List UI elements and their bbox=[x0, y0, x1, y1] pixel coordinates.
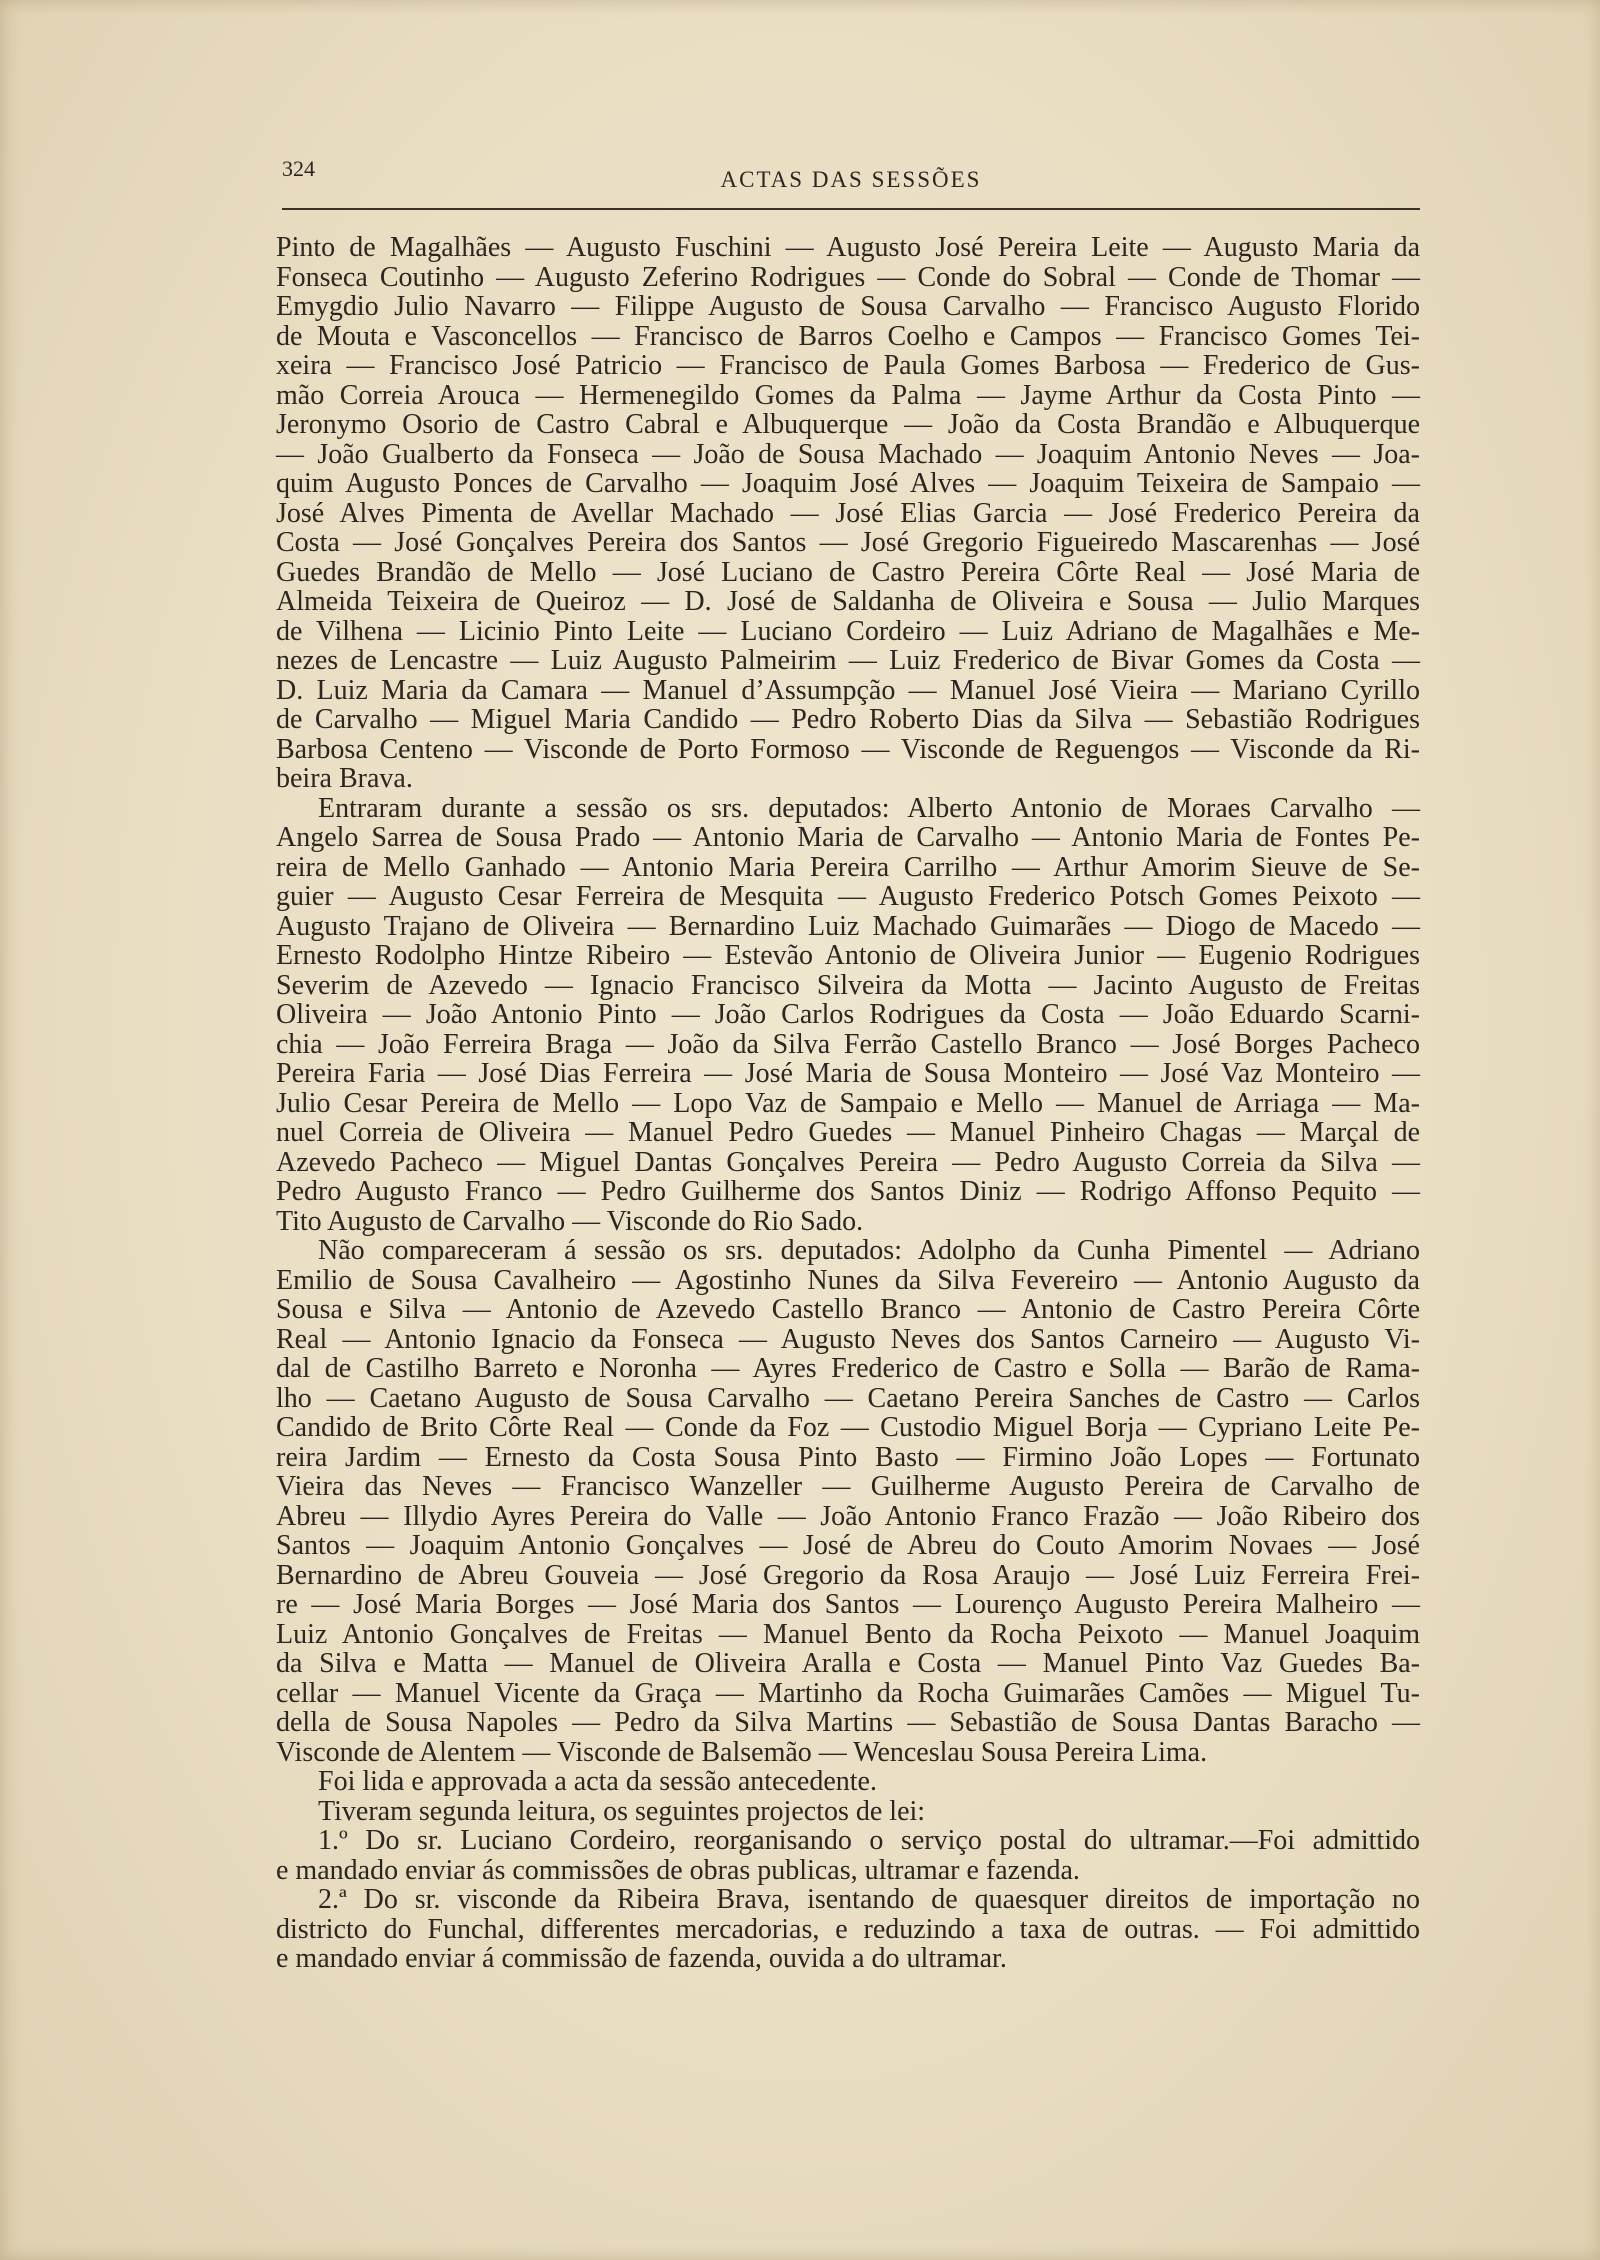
text-line: Candido de Brito Côrte Real — Conde da Foz — Custodio Miguel Borja — Cypriano Leite Pe- bbox=[276, 1412, 1420, 1443]
text-line: de Mouta e Vasconcellos — Francisco de Barros Coelho e Campos — Francisco Gomes Tei- bbox=[276, 320, 1420, 352]
paragraph bbox=[276, 233, 1420, 794]
text-line: Foi lida e approvada a acta da sessão antecedente. bbox=[318, 1766, 877, 1797]
text-line: Luiz Antonio Gonçalves de Freitas — Manuel Bento da Rocha Peixoto — Manuel Joaquim bbox=[276, 1618, 1420, 1650]
text-line: Abreu — Illydio Ayres Pereira do Valle — João Antonio Franco Frazão — João Ribeiro dos bbox=[276, 1500, 1420, 1532]
text-line: Entraram durante a sessão os srs. deputados: Alberto Antonio de Moraes Carvalho — bbox=[318, 792, 1420, 824]
paragraph bbox=[276, 1826, 1420, 1885]
text-line: Julio Cesar Pereira de Mello — Lopo Vaz de Sampaio e Mello — Manuel de Arriaga — Ma- bbox=[276, 1087, 1420, 1119]
text-line: José Alves Pimenta de Avellar Machado — José Elias Garcia — José Frederico Pereira da bbox=[276, 497, 1420, 529]
text-line: Pinto de Magalhães — Augusto Fuschini — Augusto José Pereira Leite — Augusto Maria da bbox=[276, 232, 1420, 263]
text-line: de Vilhena — Licinio Pinto Leite — Luciano Cordeiro — Luiz Adriano de Magalhães e Me- bbox=[276, 615, 1420, 647]
text-line: cellar — Manuel Vicente da Graça — Martinho da Rocha Guimarães Camões — Miguel Tu- bbox=[276, 1677, 1420, 1709]
text-line: Emygdio Julio Navarro — Filippe Augusto de Sousa Carvalho — Francisco Augusto Florido bbox=[276, 291, 1420, 322]
text-line: Vieira das Neves — Francisco Wanzeller — Guilherme Augusto Pereira de Carvalho de bbox=[276, 1471, 1420, 1502]
text-line: della de Sousa Napoles — Pedro da Silva Martins — Sebastião de Sousa Dantas Baracho — bbox=[276, 1707, 1420, 1738]
text-line: — João Gualberto da Fonseca — João de Sousa Machado — Joaquim Antonio Neves — Joa- bbox=[276, 438, 1420, 470]
header-rule bbox=[282, 208, 1420, 210]
text-line: Bernardino de Abreu Gouveia — José Gregorio da Rosa Araujo — José Luiz Ferreira Frei- bbox=[276, 1559, 1420, 1591]
page-number: 324 bbox=[282, 156, 315, 181]
text-line: nuel Correia de Oliveira — Manuel Pedro Guedes — Manuel Pinheiro Chagas — Marçal de bbox=[276, 1117, 1420, 1148]
text-line: Jeronymo Osorio de Castro Cabral e Albuquerque — João da Costa Brandão e Albuquerque bbox=[276, 409, 1420, 440]
text-line: Barbosa Centeno — Visconde de Porto Formoso — Visconde de Reguengos — Visconde da Ri- bbox=[276, 733, 1420, 765]
text-line: Santos — Joaquim Antonio Gonçalves — José de Abreu do Couto Amorim Novaes — José bbox=[276, 1530, 1420, 1561]
text-line: da Silva e Matta — Manuel de Oliveira Aralla e Costa — Manuel Pinto Vaz Guedes Ba- bbox=[276, 1648, 1420, 1679]
text-line: chia — João Ferreira Braga — João da Silva Ferrão Castello Branco — José Borges Pacheco bbox=[276, 1028, 1420, 1060]
text-line: Almeida Teixeira de Queiroz — D. José de Saldanha de Oliveira e Sousa — Julio Marques bbox=[276, 586, 1420, 617]
text-line: lho — Caetano Augusto de Sousa Carvalho — Caetano Pereira Sanches de Castro — Carlos bbox=[276, 1382, 1420, 1414]
paragraph bbox=[276, 1797, 1420, 1827]
text-line: nezes de Lencastre — Luiz Augusto Palmeirim — Luiz Frederico de Bivar Gomes da Costa — bbox=[276, 645, 1420, 676]
text-line: Tito Augusto de Carvalho — Visconde do Rio Sado. bbox=[276, 1205, 864, 1237]
body-text bbox=[276, 233, 1420, 1974]
text-line: Fonseca Coutinho — Augusto Zeferino Rodrigues — Conde do Sobral — Conde de Thomar — bbox=[276, 261, 1420, 293]
text-line: guier — Augusto Cesar Ferreira de Mesquita — Augusto Frederico Potsch Gomes Peixoto — bbox=[276, 881, 1420, 912]
text-line: Ernesto Rodolpho Hintze Ribeiro — Estevão Antonio de Oliveira Junior — Eugenio Rodrigues bbox=[276, 940, 1420, 971]
text-line: Tiveram segunda leitura, os seguintes projectos de lei: bbox=[318, 1795, 926, 1827]
text-line: Não compareceram á sessão os srs. deputados: Adolpho da Cunha Pimentel — Adriano bbox=[318, 1235, 1420, 1266]
text-line: e mandado enviar á commissão de fazenda, ouvida a do ultramar. bbox=[276, 1943, 1007, 1974]
running-title: ACTAS DAS SESSÕES bbox=[720, 167, 982, 192]
text-line: Angelo Sarrea de Sousa Prado — Antonio Maria de Carvalho — Antonio Maria de Fontes Pe- bbox=[276, 822, 1420, 853]
text-line: Guedes Brandão de Mello — José Luciano de Castro Pereira Côrte Real — José Maria de bbox=[276, 556, 1420, 588]
text-line: Pedro Augusto Franco — Pedro Guilherme dos Santos Diniz — Rodrigo Affonso Pequito — bbox=[276, 1176, 1420, 1207]
text-line: quim Augusto Ponces de Carvalho — Joaquim José Alves — Joaquim Teixeira de Sampaio — bbox=[276, 468, 1420, 499]
text-line: 2.ª Do sr. visconde da Ribeira Brava, isentando de quaesquer direitos de importação no bbox=[318, 1884, 1420, 1915]
text-line: beira Brava. bbox=[276, 763, 413, 794]
paragraph bbox=[276, 1767, 1420, 1797]
paragraph bbox=[276, 1236, 1420, 1767]
text-line: reira Jardim — Ernesto da Costa Sousa Pinto Basto — Firmino João Lopes — Fortunato bbox=[276, 1441, 1420, 1473]
text-line: xeira — Francisco José Patricio — Francisco de Paula Gomes Barbosa — Frederico de Gus- bbox=[276, 350, 1420, 381]
text-line: districto do Funchal, differentes mercadorias, e reduzindo a taxa de outras. — Foi admittido bbox=[276, 1913, 1420, 1945]
text-line: Severim de Azevedo — Ignacio Francisco Silveira da Motta — Jacinto Augusto de Freitas bbox=[276, 969, 1420, 1001]
text-line: Azevedo Pacheco — Miguel Dantas Gonçalves Pereira — Pedro Augusto Correia da Silva — bbox=[276, 1146, 1420, 1178]
text-line: de Carvalho — Miguel Maria Candido — Pedro Roberto Dias da Silva — Sebastião Rodrigues bbox=[276, 704, 1420, 735]
text-line: Emilio de Sousa Cavalheiro — Agostinho Nunes da Silva Fevereiro — Antonio Augusto da bbox=[276, 1264, 1420, 1296]
text-line: Real — Antonio Ignacio da Fonseca — Augusto Neves dos Santos Carneiro — Augusto Vi- bbox=[276, 1323, 1420, 1355]
text-line: Sousa e Silva — Antonio de Azevedo Castello Branco — Antonio de Castro Pereira Côrte bbox=[276, 1294, 1420, 1325]
text-line: e mandado enviar ás commissões de obras publicas, ultramar e fazenda. bbox=[276, 1854, 1080, 1886]
text-line: reira de Mello Ganhado — Antonio Maria Pereira Carrilho — Arthur Amorim Sieuve de Se- bbox=[276, 851, 1420, 883]
text-line: Costa — José Gonçalves Pereira dos Santos — José Gregorio Figueiredo Mascarenhas — José bbox=[276, 527, 1420, 558]
text-line: Pereira Faria — José Dias Ferreira — José Maria de Sousa Monteiro — José Vaz Monteiro — bbox=[276, 1058, 1420, 1089]
paragraph bbox=[276, 794, 1420, 1237]
text-line: dal de Castilho Barreto e Noronha — Ayres Frederico de Castro e Solla — Barão de Rama- bbox=[276, 1353, 1420, 1384]
text-line: 1.º Do sr. Luciano Cordeiro, reorganisando o serviço postal do ultramar.—Foi admittido bbox=[318, 1825, 1420, 1856]
text-line: re — José Maria Borges — José Maria dos Santos — Lourenço Augusto Pereira Malheiro — bbox=[276, 1589, 1420, 1620]
paragraph bbox=[276, 1885, 1420, 1974]
text-line: mão Correia Arouca — Hermenegildo Gomes da Palma — Jayme Arthur da Costa Pinto — bbox=[276, 379, 1420, 411]
text-line: Oliveira — João Antonio Pinto — João Carlos Rodrigues da Costa — João Eduardo Scarni- bbox=[276, 999, 1420, 1030]
text-line: Augusto Trajano de Oliveira — Bernardino Luiz Machado Guimarães — Diogo de Macedo — bbox=[276, 910, 1420, 942]
text-line: Visconde de Alentem — Visconde de Balsemão — Wenceslau Sousa Pereira Lima. bbox=[276, 1736, 1208, 1768]
text-line: D. Luiz Maria da Camara — Manuel d’Assumpção — Manuel José Vieira — Mariano Cyrillo bbox=[276, 674, 1420, 706]
